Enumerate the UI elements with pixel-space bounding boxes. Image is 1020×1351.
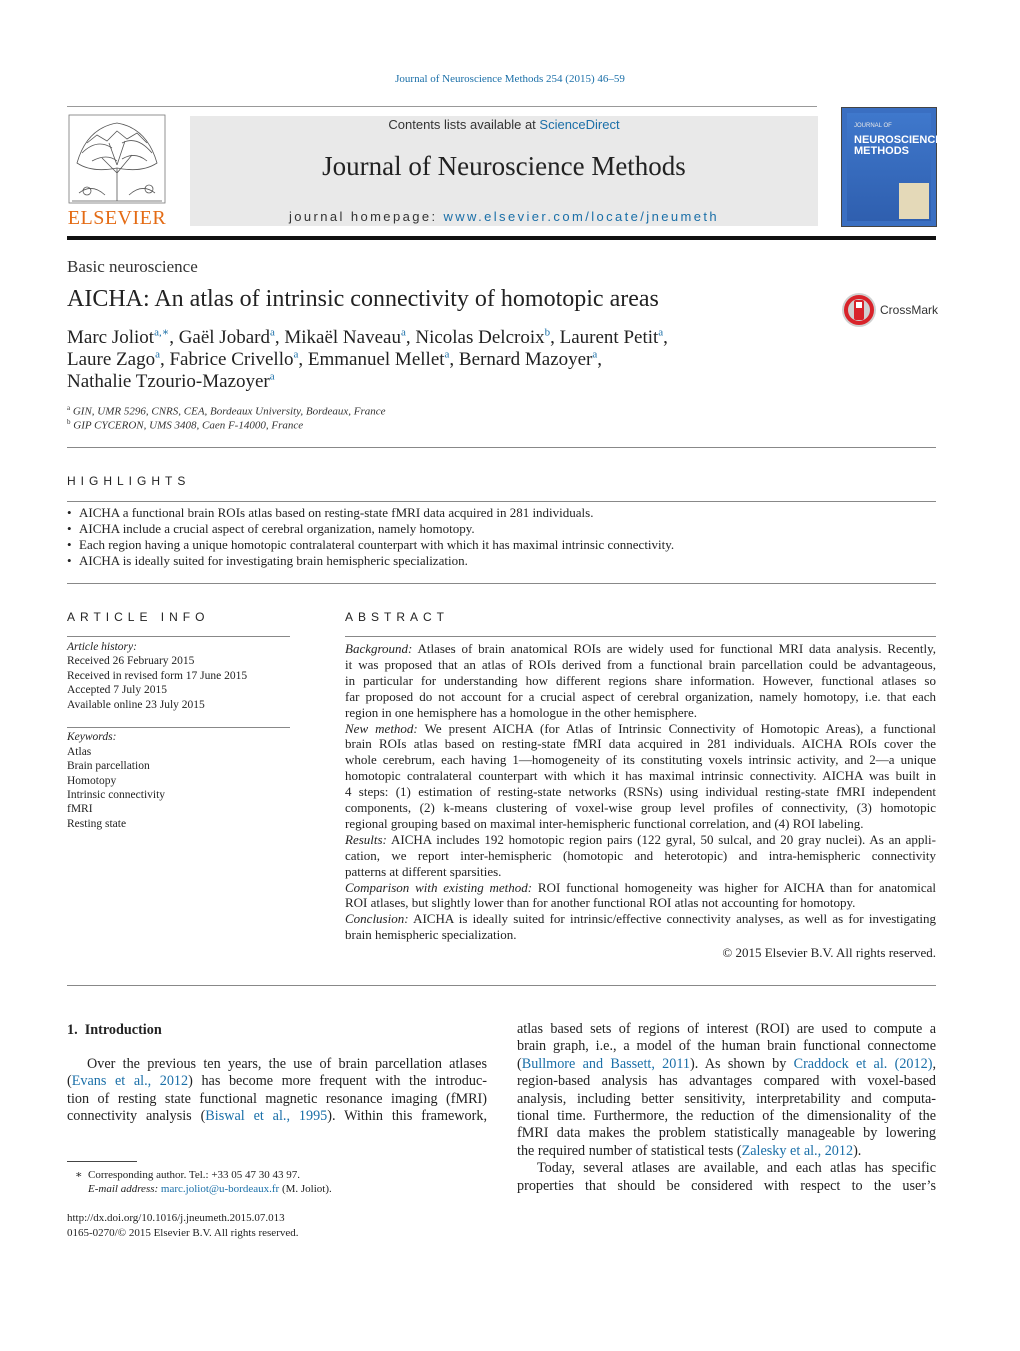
abstract-text: brain hemispheric specialization. — [345, 927, 517, 943]
abstract-text: brain ROIs atlas based on resting-state fMRI data acquired in 281 individuals. AICHA ROIs cover the — [345, 736, 936, 752]
abstract-line — [345, 705, 936, 721]
author-name[interactable]: Laurent Petit — [559, 327, 659, 348]
abstract-line — [345, 641, 936, 657]
history-entry: Accepted 7 July 2015 — [67, 684, 167, 696]
abstract-line — [345, 689, 936, 705]
article-title: AICHA: An atlas of intrinsic connectivity of homotopic areas — [67, 286, 659, 312]
history-entry: Received in revised form 17 June 2015 — [67, 669, 248, 682]
history-entry: Received 26 February 2015 — [67, 655, 195, 667]
affiliation-mark: a — [67, 404, 71, 412]
body-line — [517, 1091, 936, 1108]
body-text: ). Within this framework, — [327, 1108, 487, 1125]
homepage-line — [190, 209, 818, 224]
author-line-2: Laure Zago$^a$, Fabrice Crivello$^a$, Emmanuel Mellet$^a$, Bernard Mazoyer$^a$, — [67, 348, 603, 370]
body-text: ( — [67, 1073, 72, 1090]
author-affiliation-mark[interactable]: a — [155, 348, 160, 361]
abstract-line — [345, 864, 936, 880]
intro-heading-text: Introduction — [84, 1022, 162, 1038]
abstract-text: whole cerebrum, each having 1—homogeneity of its constituting voxels intrinsic activity, and 2—a unique — [345, 752, 936, 768]
abstract-line — [345, 816, 936, 832]
abstract-line — [345, 927, 936, 943]
doi-link[interactable]: http://dx.doi.org/10.1016/j.jneumeth.2015.07.013 — [67, 1212, 285, 1224]
abstract-section-label: Background: — [345, 641, 413, 656]
body-line — [517, 1178, 936, 1195]
body-text: analysis, including better sensitivity, interpretability and computa- — [517, 1090, 936, 1107]
article-info-heading: ARTICLE INFO — [67, 610, 210, 624]
author-affiliation-mark[interactable]: a,∗ — [154, 326, 170, 339]
contents-line — [190, 117, 818, 132]
body-line — [517, 1056, 936, 1073]
abstract-line — [345, 752, 936, 768]
publisher-name: ELSEVIER — [67, 207, 167, 229]
body-line — [517, 1143, 936, 1160]
abstract-line — [345, 832, 936, 848]
abstract-text: it was proposed that an atlas of ROIs derived from a functional brain parcellation could be advantageous, — [345, 656, 936, 672]
highlight-item — [67, 505, 593, 521]
author-affiliation-mark[interactable]: a — [444, 348, 450, 361]
body-line — [517, 1038, 936, 1055]
highlight-item — [67, 553, 468, 569]
abstract-line — [345, 880, 936, 896]
cover-title-line2: METHODS — [854, 145, 909, 157]
contents-prefix: Contents lists available at — [388, 117, 540, 132]
author-name[interactable]: Mikaël Naveau — [284, 327, 401, 348]
footnote-email — [88, 1183, 332, 1195]
highlight-item — [67, 521, 475, 537]
highlight-item — [67, 537, 674, 553]
divider — [67, 501, 936, 502]
keyword: Intrinsic connectivity — [67, 788, 166, 801]
abstract-line — [345, 911, 936, 927]
history-label: Article history: — [67, 641, 137, 653]
abstract-text: Atlases of brain anatomical ROIs are widely used for functional MRI data analysis. Recently, — [412, 641, 936, 656]
body-line — [67, 1073, 487, 1090]
body-text: Today, several atlases are available, and each atlas has specific — [537, 1160, 936, 1177]
body-text: , — [932, 1055, 936, 1072]
homepage-prefix: journal homepage: — [288, 209, 444, 224]
abstract-text: We present AICHA (for Atlas of Intrinsic Connectivity of Homotopic Areas), a functional — [417, 720, 936, 736]
body-text: fMRI data makes the problem statistically manageable by lowering — [517, 1125, 936, 1142]
bullet-icon: • — [67, 521, 72, 536]
email-suffix: (M. Joliot). — [279, 1183, 332, 1195]
keyword: fMRI — [67, 803, 93, 816]
author-affiliation-mark[interactable]: a — [400, 326, 406, 339]
divider — [67, 447, 936, 448]
author-name[interactable]: Fabrice Crivello — [169, 349, 294, 370]
body-text: tion of resting state functional magnetic resonance imaging (fMRI) — [67, 1090, 487, 1107]
running-head[interactable]: Journal of Neuroscience Methods 254 (2015) 46–59 — [395, 73, 625, 85]
divider — [67, 985, 936, 986]
body-text: atlas based sets of regions of interest (ROI) are used to compute a — [517, 1021, 936, 1037]
citation-link[interactable]: Evans et al., 2012 — [71, 1073, 189, 1090]
abstract-section-label: New method: — [345, 720, 418, 736]
citation-link[interactable]: Bullmore and Bassett, 2011 — [521, 1055, 691, 1072]
highlight-text: AICHA include a crucial aspect of cerebral organization, namely homotopy. — [79, 521, 475, 536]
abstract-line — [345, 721, 936, 737]
author-line-3 — [67, 371, 275, 393]
body-line — [517, 1108, 936, 1125]
author-name[interactable]: Laure Zago — [67, 349, 156, 370]
body-text: ) has become more frequent with the introduc- — [188, 1073, 487, 1090]
abstract-line — [345, 895, 936, 911]
body-text: tional time. Furthermore, the reduction of the dimensionality of the — [517, 1108, 936, 1124]
intro-heading-number: 1. — [67, 1022, 78, 1038]
cover-title-line1: NEUROSCIENCE — [854, 134, 943, 146]
body-text: the required number of statistical tests ( — [517, 1142, 742, 1159]
divider — [345, 636, 936, 637]
abstract-section-label: Results: — [345, 831, 387, 847]
body-line — [517, 1160, 936, 1177]
abstract-text: far proposed do not account for a crucial aspect of cerebral organization, namely homotopy, i.e. that each — [345, 688, 936, 704]
body-text: region-based analysis has advantages compared with voxel-based — [517, 1073, 936, 1090]
affiliation-text: GIN, UMR 5296, CNRS, CEA, Bordeaux University, Bordeaux, France — [72, 405, 386, 418]
abstract-text: homotopic contralateral counterpart with which it has maximal intrinsic connectivity. AICHA was built in — [345, 768, 936, 784]
body-line — [67, 1091, 487, 1108]
keywords-label: Keywords: — [67, 731, 117, 743]
journal-cover[interactable] — [841, 107, 943, 227]
body-line — [517, 1125, 936, 1142]
affiliation-a — [67, 404, 386, 418]
author-affiliation-mark[interactable]: a — [592, 348, 598, 361]
body-line — [67, 1108, 487, 1125]
highlight-text: AICHA a functional brain ROIs atlas based on resting-state fMRI data acquired in 281 individuals. — [79, 505, 594, 520]
body-line — [517, 1021, 936, 1038]
keyword: Brain parcellation — [67, 760, 150, 773]
highlight-text: AICHA is ideally suited for investigating brain hemispheric specialization. — [79, 553, 468, 568]
abstract-line — [345, 657, 936, 673]
footnote-rule — [67, 1161, 137, 1162]
abstract-text: patterns at different sparsities. — [345, 863, 502, 879]
abstract-text: AICHA is ideally suited for intrinsic/effective connectivity analyses, as well as for investigating — [408, 911, 936, 927]
footnote-corresponding — [75, 1168, 300, 1181]
header-rule — [67, 106, 817, 107]
copyright-line: © 2015 Elsevier B.V. All rights reserved. — [722, 945, 936, 960]
body-text: ). As shown by — [690, 1055, 794, 1072]
abstract-section-label: Conclusion: — [345, 911, 409, 927]
body-text: ( — [517, 1055, 522, 1072]
affiliation-mark: b — [67, 418, 71, 426]
cover-panel — [847, 113, 943, 221]
bullet-icon: • — [67, 505, 72, 520]
abstract-line — [345, 848, 936, 864]
author-name[interactable]: Emmanuel Mellet — [307, 349, 445, 370]
affiliation-text: GIP CYCERON, UMS 3408, Caen F-14000, France — [73, 419, 304, 432]
journal-title: Journal of Neuroscience Methods — [322, 151, 686, 181]
author-line-1: Marc Joliot$^{a,∗}$, Gaël Jobard$^a$, Mikaël Naveau$^a$, Nicolas Delcroix$^b$, Laurent Petit$^a$, — [67, 326, 668, 348]
cover-image-box — [899, 183, 929, 219]
body-text: ). — [853, 1142, 862, 1159]
abstract-text: in particular for understanding how different regions share information. However, functional atlases so — [345, 672, 936, 688]
abstract-text: ROI functional homogeneity was higher for AICHA than for anatomical — [532, 879, 936, 895]
abstract-heading: ABSTRACT — [345, 610, 450, 624]
author-name[interactable]: Marc Joliot — [67, 327, 155, 348]
divider — [67, 583, 936, 584]
issn-line: 0165-0270/© 2015 Elsevier B.V. All rights reserved. — [67, 1227, 299, 1239]
divider — [67, 636, 290, 637]
abstract-line — [345, 768, 936, 784]
abstract-line — [345, 784, 936, 800]
abstract-text: cation, we report inter-hemispheric (homotopic and heterotopic) and intra-hemispheric connectivity — [345, 847, 936, 863]
abstract-text: regional grouping based on maximal inter-hemispheric functional correlation, and (4) ROI labeling. — [345, 815, 864, 831]
footnote-mark: ∗ — [75, 1169, 83, 1181]
email-label: E-mail address: — [88, 1183, 159, 1195]
abstract-text: region in one hemisphere has a homologue in the other hemisphere. — [345, 704, 697, 720]
author-affiliation-mark[interactable]: a — [269, 370, 275, 383]
highlights-heading: HIGHLIGHTS — [67, 474, 191, 488]
crossmark-icon — [840, 291, 878, 329]
body-text: Over the previous ten years, the use of brain parcellation atlases — [87, 1056, 487, 1072]
abstract-line — [345, 673, 936, 689]
citation-link[interactable]: Biswal et al., 1995 — [205, 1108, 328, 1125]
citation-link[interactable]: Craddock et al. (2012) — [793, 1055, 933, 1072]
bullet-icon: • — [67, 553, 72, 568]
body-line — [67, 1056, 487, 1073]
cover-small-text: JOURNAL OF — [854, 123, 892, 129]
citation-link[interactable]: Zalesky et al., 2012 — [741, 1142, 854, 1159]
history-entry: Available online 23 July 2015 — [67, 698, 205, 711]
email-link[interactable]: marc.joliot@u-bordeaux.fr — [160, 1183, 280, 1195]
footnote-text: Corresponding author. Tel.: +33 05 47 30 43 97. — [87, 1169, 301, 1181]
section-label: Basic neuroscience — [67, 257, 198, 276]
body-text: connectivity analysis ( — [67, 1108, 206, 1125]
author-affiliation-mark[interactable]: b — [544, 326, 551, 339]
author-affiliation-mark[interactable]: a — [269, 326, 275, 339]
author-affiliation-mark[interactable]: a — [658, 326, 664, 339]
highlight-text: Each region having a unique homotopic contralateral counterpart with which it has maximal intrinsic connectivity. — [79, 537, 675, 552]
affiliation-b — [67, 418, 303, 432]
cover-title — [854, 135, 943, 157]
keyword: Homotopy — [67, 774, 117, 787]
author-name[interactable]: Gaël Jobard — [178, 327, 270, 348]
body-text: brain graph, i.e., a model of the human brain functional connectome — [517, 1038, 936, 1055]
abstract-text: 4 steps: (1) estimation of resting-state networks (RSNs) using individual resting-state fMRI independent — [345, 784, 936, 800]
author-name[interactable]: Nathalie Tzourio-Mazoyer — [67, 371, 270, 392]
divider — [67, 727, 290, 728]
sciencedirect-link[interactable]: ScienceDirect — [539, 117, 620, 132]
abstract-section-label: Comparison with existing method: — [345, 879, 533, 895]
keyword: Resting state — [67, 817, 127, 830]
homepage-link[interactable]: www.elsevier.com/locate/jneumeth — [443, 209, 719, 224]
abstract-line — [345, 736, 936, 752]
author-name[interactable]: Bernard Mazoyer — [458, 349, 593, 370]
header-thick-rule — [67, 236, 936, 240]
abstract-text: ROI atlases, but slightly lower than for another functional ROI atlas not accounting for homotopy. — [345, 895, 856, 911]
keyword: Atlas — [67, 746, 92, 758]
abstract-text: AICHA includes 192 homotopic region pairs (122 gyral, 50 sulcal, and 20 gray nuclei). As an appli- — [386, 831, 936, 847]
bullet-icon: • — [67, 537, 72, 552]
body-line — [517, 1073, 936, 1090]
abstract-line — [345, 800, 936, 816]
author-affiliation-mark[interactable]: a — [293, 348, 299, 361]
abstract-text: components, (2) k-means clustering of voxel-wise group level profiles of connectivity, (3) homotopic — [345, 800, 936, 815]
crossmark-label: CrossMark — [880, 303, 939, 317]
intro-heading — [67, 1022, 162, 1039]
body-text: properties that should be considered with respect to the user’s — [517, 1177, 936, 1194]
author-name[interactable]: Nicolas Delcroix — [415, 327, 545, 348]
